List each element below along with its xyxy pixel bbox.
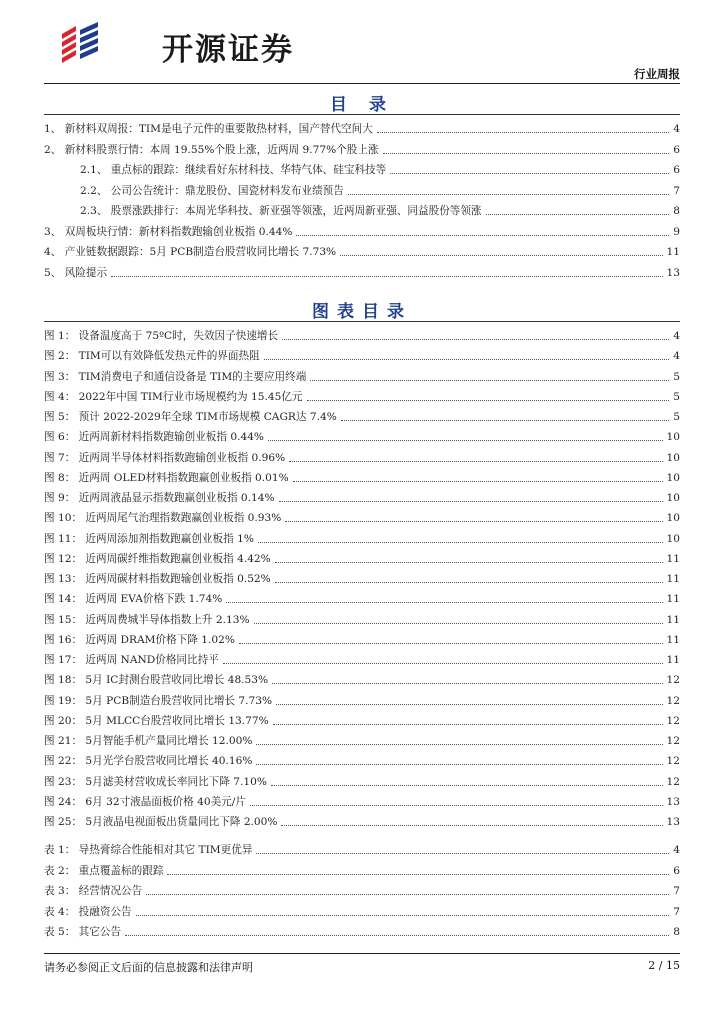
figure-entry[interactable] bbox=[44, 404, 680, 424]
figure-entry[interactable] bbox=[44, 789, 680, 809]
page-header bbox=[44, 18, 680, 82]
dot-leader bbox=[377, 132, 669, 133]
figure-entry[interactable] bbox=[44, 728, 680, 748]
dot-leader bbox=[275, 582, 663, 583]
figure-entry-page: 12 bbox=[666, 755, 680, 768]
dot-leader bbox=[276, 704, 662, 705]
figure-entry-page: 11 bbox=[666, 613, 680, 626]
toc-entry-label: 5、 风险提示 bbox=[44, 266, 108, 279]
figure-entry[interactable] bbox=[44, 505, 680, 525]
toc-entry[interactable] bbox=[80, 198, 680, 218]
figure-entry-page: 10 bbox=[666, 451, 680, 464]
figure-entry-label: 图 15： 近两周费城半导体指数上升 2.13% bbox=[44, 613, 250, 626]
figure-entry[interactable] bbox=[44, 465, 680, 485]
figure-entry-page: 10 bbox=[666, 512, 680, 525]
toc-title: 目 录 bbox=[330, 95, 394, 115]
figure-entry[interactable] bbox=[44, 364, 680, 384]
dot-leader bbox=[125, 935, 669, 936]
dot-leader bbox=[486, 214, 670, 215]
table-entry-page: 7 bbox=[673, 905, 680, 918]
figure-entry[interactable] bbox=[44, 323, 680, 343]
figure-entry-label: 图 11： 近两周添加剂指数跑赢创业板指 1% bbox=[44, 532, 254, 545]
toc-entry-label: 1、 新材料双周报：TIM是电子元件的重要散热材料，国产替代空间大 bbox=[44, 123, 373, 135]
page-number: 2 / 15 bbox=[648, 959, 680, 972]
figure-entry[interactable] bbox=[44, 607, 680, 627]
table-entry[interactable] bbox=[44, 899, 680, 919]
figure-entry-label: 图 2： TIM可以有效降低发热元件的界面热阻 bbox=[44, 350, 260, 363]
dot-leader bbox=[250, 805, 663, 806]
dot-leader bbox=[293, 481, 663, 482]
figure-entry-page: 13 bbox=[666, 795, 680, 808]
table-entry-label: 表 1： 导热膏综合性能相对其它 TIM更优异 bbox=[44, 844, 253, 856]
figure-entry-label: 图 1： 设备温度高于 75ºC时，失效因子快速增长 bbox=[44, 330, 279, 342]
table-entry-page: 6 bbox=[673, 864, 680, 877]
figure-entry-label: 图 23： 5月滤美材营收成长率同比下降 7.10% bbox=[44, 775, 267, 788]
figure-entry-page: 11 bbox=[666, 552, 680, 565]
figure-entry[interactable] bbox=[44, 566, 680, 586]
figure-entry-page: 10 bbox=[666, 471, 680, 484]
dot-leader bbox=[256, 744, 662, 745]
figure-entry-label: 图 9： 近两周液晶显示指数跑赢创业板指 0.14% bbox=[44, 492, 275, 504]
figure-entry-page: 12 bbox=[666, 735, 680, 747]
figure-entry-page: 5 bbox=[673, 411, 680, 423]
figure-entry[interactable] bbox=[44, 667, 680, 687]
toc-entry[interactable] bbox=[44, 116, 680, 136]
dot-leader bbox=[340, 255, 662, 256]
dot-leader bbox=[136, 915, 670, 916]
toc-entry-page: 11 bbox=[666, 246, 680, 258]
figure-entry-page: 5 bbox=[673, 390, 680, 403]
figure-entry[interactable] bbox=[44, 688, 680, 708]
figure-entry-page: 4 bbox=[673, 330, 680, 342]
figure-entry-label: 图 12： 近两周碳纤维指数跑赢创业板指 4.42% bbox=[44, 552, 271, 565]
dot-leader bbox=[256, 764, 662, 765]
toc-entry[interactable] bbox=[80, 157, 680, 177]
figure-entry[interactable] bbox=[44, 627, 680, 647]
figure-entry-label: 图 13： 近两周碳材料指数跑输创业板指 0.52% bbox=[44, 573, 271, 585]
dot-leader bbox=[348, 194, 669, 195]
figure-entry-page: 4 bbox=[673, 350, 680, 363]
figure-entry[interactable] bbox=[44, 748, 680, 768]
dot-leader bbox=[307, 400, 670, 401]
figure-index-divider bbox=[44, 321, 680, 322]
dot-leader bbox=[275, 562, 663, 563]
dot-leader bbox=[167, 874, 669, 875]
table-entry[interactable] bbox=[44, 878, 680, 898]
toc-entry-label: 2.3、 股票涨跌排行：本周光华科技、新亚强等领涨，近两周新亚强、同益股份等领涨 bbox=[80, 205, 482, 217]
table-entry-label: 表 3： 经营情况公告 bbox=[44, 885, 143, 897]
figure-entry-page: 10 bbox=[666, 492, 680, 504]
dot-leader bbox=[264, 359, 670, 360]
figure-entry-page: 11 bbox=[666, 654, 680, 666]
dot-leader bbox=[272, 683, 662, 684]
dot-leader bbox=[383, 153, 670, 154]
dot-leader bbox=[254, 623, 663, 624]
table-entry-label: 表 2： 重点覆盖标的跟踪 bbox=[44, 864, 164, 877]
figure-entry-page: 13 bbox=[666, 816, 680, 828]
dot-leader bbox=[271, 785, 663, 786]
table-entry[interactable] bbox=[44, 837, 680, 857]
dot-leader bbox=[146, 894, 669, 895]
dot-leader bbox=[289, 461, 662, 462]
figure-entry-page: 12 bbox=[666, 775, 680, 788]
toc-entry[interactable] bbox=[44, 219, 680, 239]
figure-index-title: 图表目录 bbox=[312, 302, 412, 322]
toc-entry-page: 6 bbox=[673, 143, 680, 156]
figure-entry-page: 11 bbox=[666, 573, 680, 585]
figure-entry[interactable] bbox=[44, 546, 680, 566]
table-entry-label: 表 5： 其它公告 bbox=[44, 926, 122, 938]
figure-entry-page: 11 bbox=[666, 633, 680, 646]
table-entry-page: 4 bbox=[673, 844, 680, 856]
figure-entry-page: 10 bbox=[666, 431, 680, 444]
brand-logo-icon bbox=[58, 20, 102, 66]
figure-entry-page: 5 bbox=[673, 370, 680, 383]
dot-leader bbox=[279, 501, 663, 502]
header-divider bbox=[44, 83, 680, 84]
figure-entry-label: 图 17： 近两周 NAND价格同比持平 bbox=[44, 654, 219, 666]
toc-entry-label: 2、 新材料股票行情：本周 19.55%个股上涨，近两周 9.77%个股上涨 bbox=[44, 143, 379, 156]
dot-leader bbox=[268, 440, 663, 441]
figure-entry[interactable] bbox=[44, 769, 680, 789]
dot-leader bbox=[111, 276, 662, 277]
dot-leader bbox=[285, 521, 662, 522]
toc-entry-label: 4、 产业链数据跟踪：5月 PCB制造台股营收同比增长 7.73% bbox=[44, 246, 337, 258]
toc-entry-page: 6 bbox=[673, 164, 680, 176]
figure-entry-page: 12 bbox=[666, 694, 680, 707]
footer-divider bbox=[44, 953, 680, 954]
toc-entry[interactable] bbox=[44, 239, 680, 259]
table-entry-page: 7 bbox=[673, 885, 680, 897]
figure-entry[interactable] bbox=[44, 809, 680, 829]
figure-entry-label: 图 18： 5月 IC封测台股营收同比增长 48.53% bbox=[44, 674, 269, 687]
figure-entry[interactable] bbox=[44, 708, 680, 728]
figure-entry[interactable] bbox=[44, 343, 680, 363]
figure-entry-label: 图 10： 近两周尾气治理指数跑赢创业板指 0.93% bbox=[44, 512, 282, 525]
table-entry[interactable] bbox=[44, 858, 680, 878]
toc-entry-label: 2.2、 公司公告统计：鼎龙股份、国瓷材料发布业绩预告 bbox=[80, 184, 344, 197]
dot-leader bbox=[341, 420, 669, 421]
figure-entry[interactable] bbox=[44, 445, 680, 465]
toc-entry-page: 7 bbox=[673, 184, 680, 197]
figure-entry-label: 图 8： 近两周 OLED材料指数跑赢创业板指 0.01% bbox=[44, 471, 289, 484]
toc-entry-page: 13 bbox=[666, 266, 680, 279]
figure-entry[interactable] bbox=[44, 526, 680, 546]
figure-entry-label: 图 21： 5月智能手机产量同比增长 12.00% bbox=[44, 735, 253, 747]
figure-entry-page: 10 bbox=[666, 532, 680, 545]
toc-entry[interactable] bbox=[44, 137, 680, 157]
figure-entry-label: 图 22： 5月光学台股营收同比增长 40.16% bbox=[44, 755, 253, 768]
figure-entry-label: 图 3： TIM消费电子和通信设备是 TIM的主要应用终端 bbox=[44, 370, 307, 383]
dot-leader bbox=[296, 235, 669, 236]
dot-leader bbox=[282, 339, 669, 340]
figure-entry-label: 图 14： 近两周 EVA价格下跌 1.74% bbox=[44, 593, 223, 606]
figure-entry[interactable] bbox=[44, 586, 680, 606]
dot-leader bbox=[258, 542, 663, 543]
table-entry-page: 8 bbox=[673, 926, 680, 938]
figure-entry-label: 图 20： 5月 MLCC台股营收同比增长 13.77% bbox=[44, 714, 269, 727]
figure-entry-label: 图 19： 5月 PCB制造台股营收同比增长 7.73% bbox=[44, 694, 273, 707]
figure-entry-page: 11 bbox=[666, 593, 680, 606]
toc-entry-label: 3、 双周板块行情：新材料指数跑输创业板指 0.44% bbox=[44, 225, 293, 238]
figure-entry[interactable] bbox=[44, 424, 680, 444]
figure-entry-page: 12 bbox=[666, 674, 680, 687]
toc-entry[interactable] bbox=[44, 260, 680, 280]
dot-leader bbox=[256, 853, 669, 854]
dot-leader bbox=[223, 663, 663, 664]
figure-entry[interactable] bbox=[44, 485, 680, 505]
footer-disclaimer: 请务必参阅正文后面的信息披露和法律声明 bbox=[44, 961, 253, 974]
toc-title-divider bbox=[44, 114, 680, 115]
dot-leader bbox=[390, 173, 669, 174]
toc-entry[interactable] bbox=[80, 178, 680, 198]
dot-leader bbox=[281, 825, 662, 826]
figure-entry-page: 12 bbox=[666, 714, 680, 727]
figure-entry-label: 图 7： 近两周半导体材料指数跑输创业板指 0.96% bbox=[44, 451, 286, 464]
figure-entry-label: 图 25： 5月液晶电视面板出货量同比下降 2.00% bbox=[44, 816, 278, 828]
figure-entry-label: 图 5： 预计 2022-2029年全球 TIM市场规模 CAGR达 7.4% bbox=[44, 411, 337, 423]
figure-entry-label: 图 24： 6月 32寸液晶面板价格 40美元/片 bbox=[44, 795, 246, 808]
dot-leader bbox=[226, 602, 662, 603]
toc-entry-page: 8 bbox=[673, 205, 680, 217]
dot-leader bbox=[239, 643, 663, 644]
toc-entry-page: 4 bbox=[673, 123, 680, 135]
dot-leader bbox=[273, 724, 663, 725]
dot-leader bbox=[310, 380, 669, 381]
toc-entry-page: 9 bbox=[673, 225, 680, 238]
figure-entry[interactable] bbox=[44, 384, 680, 404]
brand-name: 开源证券 bbox=[162, 32, 294, 68]
figure-entry-label: 图 4： 2022年中国 TIM行业市场规模约为 15.45亿元 bbox=[44, 390, 303, 403]
table-entry-label: 表 4： 投融资公告 bbox=[44, 905, 132, 918]
figure-entry[interactable] bbox=[44, 647, 680, 667]
figure-entry-label: 图 6： 近两周新材料指数跑输创业板指 0.44% bbox=[44, 431, 264, 444]
report-type-label: 行业周报 bbox=[634, 67, 680, 81]
figure-entry-label: 图 16： 近两周 DRAM价格下降 1.02% bbox=[44, 633, 235, 646]
table-entry[interactable] bbox=[44, 919, 680, 939]
toc-entry-label: 2.1、 重点标的跟踪：继续看好东材科技、华特气体、硅宝科技等 bbox=[80, 164, 387, 176]
